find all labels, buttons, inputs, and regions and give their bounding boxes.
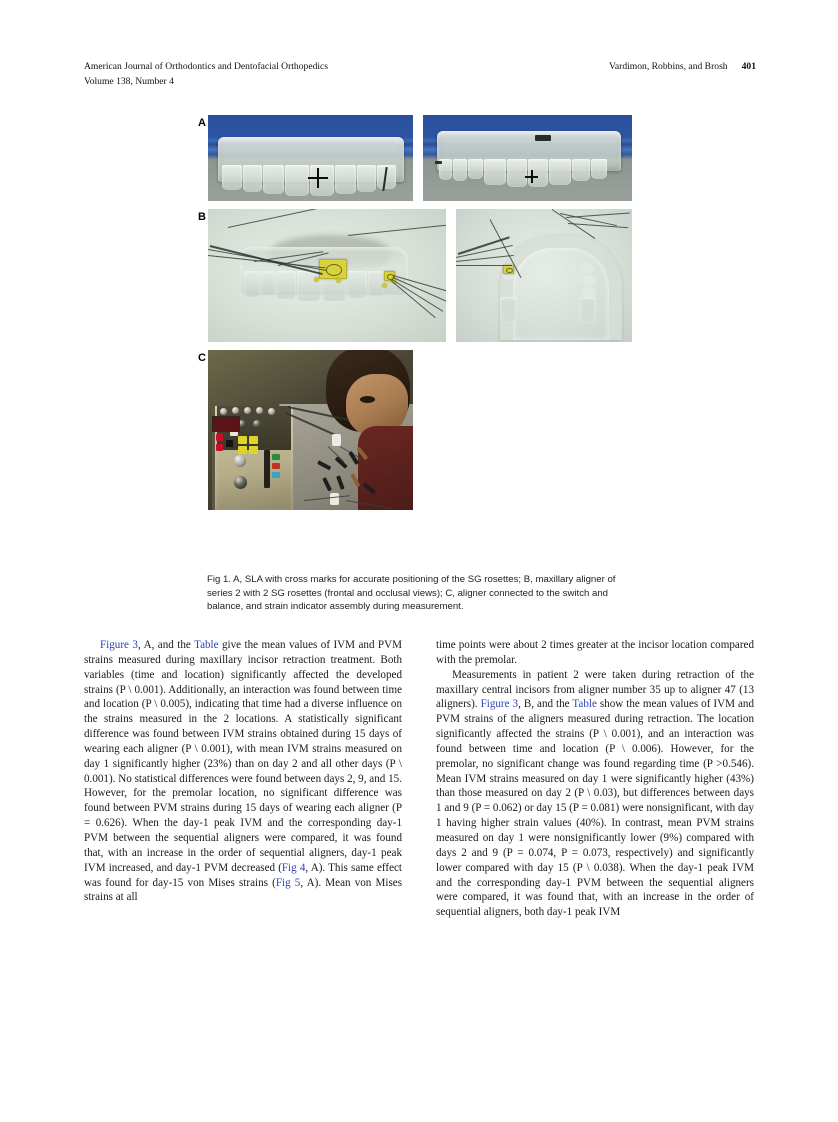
panel-label-c: C	[198, 352, 206, 364]
paragraph	[436, 668, 754, 920]
body-text-run: give the mean values of IVM and PVM strains measured during maxillary incisor retraction treatment. Both variables (time and location) significantly affected the developed strains (P \ 0.001). Additionally, an interaction was found between time and location (P \ 0.005), indicating that time had a diverse influence on the strains measured in the 2 locations. A statistically significant difference was found between IVM strains obtained during 15 days of wearing each aligner (P \ 0.001), with mean IVM strains measured on day 1 significantly higher (23%) than on day 2 and all other days (P \ 0.001). No statistical differences were found between days 2, 9, and 15. However, for the premolar location, no significant difference was found between PVM strains during 15 days of wearing each aligner (P = 0.626). When the day-1 peak IVM and the corresponding day-1 PVM between the sequential aligners were compared, it was found that, with an increase in the order of sequential aligners, day-1 peak IVM increased, and day-1 PVM decreased (	[84, 639, 402, 874]
figure-caption-text: A, SLA with cross marks for accurate positioning of the SG rosettes; B, maxillary aligner of series 2 with 2 SG rosettes (frontal and occlusal views); C, aligner connected to the switch and balance, and strain indicator assembly during measurement.	[207, 574, 616, 613]
running-head	[84, 60, 756, 89]
column-right	[436, 638, 754, 920]
figure-1	[190, 115, 650, 518]
figure-row-c	[190, 350, 650, 510]
cross-reference-link[interactable]: Figure 3	[100, 639, 138, 651]
photo-panel-b-frontal	[208, 209, 446, 342]
body-text-run: Measurements in patient 2 were taken during retraction of the maxillary central incisors from aligner number 35 up to aligner 47 (13 aligners).	[436, 668, 754, 711]
red-terminal	[216, 434, 223, 441]
paragraph	[436, 638, 754, 668]
panel-label-b: B	[198, 211, 206, 223]
panel-label-a: A	[198, 117, 206, 129]
cast-marking-patch	[535, 135, 551, 141]
selector-knob	[253, 420, 261, 428]
arch-foot-right	[579, 297, 596, 323]
lead-wire	[348, 225, 446, 236]
scale-strip	[264, 450, 270, 488]
paragraph	[84, 638, 402, 905]
tooth-row-b	[244, 271, 384, 301]
arch-bump	[580, 263, 594, 274]
yellow-terminal	[249, 446, 258, 454]
body-text-run: , A). This same effect was found for day-15 von Mises strains (	[84, 861, 403, 889]
body-text	[84, 638, 754, 920]
photo-panel-c-measurement	[208, 350, 413, 510]
cross-reference-link[interactable]: Figure 3	[480, 698, 519, 711]
indicator-red	[272, 463, 280, 469]
photo-panel-b-occlusal	[456, 209, 632, 342]
body-text-run: show the mean values of IVM and PVM strains of the aligners measured during retraction. The location significantly affected the strains (P \ 0.001), and an interaction was found between time and location (P \ 0.006). However, for the premolar, no significant change was found regarding time (P >0.546). Mean IVM strains measured on day 1 were significantly higher (43%) than those measured on day 2 (P \ 0.03), but differences between days 1 and 9 (P = 0.062) or day 15 (P = 0.081) were nonsignificant, with day 1 having higher strain values (40%). In contrast, mean PVM strains measured on day 1 were nonsignificantly lower (9%) compared with days 2 and 9 (P = 0.074, P = 0.073, respectively) and significantly lower compared with day 15 (P \ 0.038). When the day-1 peak IVM and the corresponding day-1 PVM between the sequential aligners were compared, it was found that, with an increase in the order of sequential aligners, both day-1 peak IVM	[436, 698, 754, 919]
arch-foot-left	[500, 297, 517, 323]
photo-panel-a-left	[208, 115, 413, 201]
yellow-terminal	[238, 446, 247, 454]
figure-row-a	[190, 115, 650, 201]
operator-torso	[358, 426, 413, 510]
cross-reference-link[interactable]: Fig 5	[275, 876, 301, 889]
body-text-run: , A, and the	[137, 639, 195, 651]
lead-wire	[228, 209, 316, 228]
cable-connector	[330, 493, 339, 505]
terminal-knob	[220, 408, 227, 415]
body-text-run: , B, and the	[518, 698, 573, 711]
yellow-terminal	[249, 436, 258, 444]
volume-issue: Volume 138, Number 4	[84, 76, 174, 87]
sg-rosette-dot-1	[314, 277, 319, 282]
cast-edge-patch	[435, 161, 442, 164]
photo-panel-a-right	[423, 115, 632, 201]
arch-bump	[582, 275, 596, 286]
terminal-knob	[268, 408, 275, 415]
author-list: Vardimon, Robbins, and Brosh	[609, 61, 728, 72]
tooth-row-a-right	[439, 159, 607, 187]
journal-title: American Journal of Orthodontics and Dentofacial Orthopedics	[84, 61, 329, 72]
column-left	[84, 638, 402, 920]
cross-mark-incisor-a-right	[525, 170, 538, 183]
sg-rosette-dot-2	[336, 278, 341, 283]
terminal-knob	[256, 407, 263, 414]
cross-reference-link[interactable]: Table	[194, 639, 219, 651]
arch-bump	[582, 287, 596, 298]
black-terminal	[226, 440, 233, 447]
body-text-run: time points were about 2 times greater at the incisor location compared with the premolar.	[436, 639, 754, 666]
page-number: 401	[741, 61, 756, 72]
cross-mark-incisor-a-left	[308, 168, 328, 188]
terminal-knob	[232, 407, 239, 414]
figure-caption	[207, 573, 633, 614]
range-knob-large	[234, 476, 247, 489]
lead-wire	[456, 265, 512, 266]
cross-reference-link[interactable]: Fig 4	[281, 861, 306, 874]
lead-wire	[566, 213, 630, 218]
yellow-terminal	[238, 436, 247, 444]
body-text-run: , A). Mean von Mises strains at all	[84, 876, 403, 904]
red-terminal	[216, 444, 223, 451]
indicator-green	[272, 454, 280, 460]
strain-readout-display	[212, 416, 240, 432]
aligner-arch-form	[500, 235, 622, 340]
operator-eye	[360, 396, 375, 403]
sg-rosette-dot-3	[382, 283, 387, 288]
cable-connector	[332, 434, 341, 446]
running-head-right	[609, 60, 756, 74]
indicator-blue	[272, 472, 280, 478]
figure-caption-label: Fig 1.	[207, 574, 231, 585]
balance-knob-large	[234, 455, 246, 467]
terminal-knob	[244, 407, 251, 414]
cross-reference-link[interactable]: Table	[572, 698, 597, 711]
sg-rosette-occlusal	[503, 265, 514, 274]
figure-row-b	[190, 209, 650, 342]
